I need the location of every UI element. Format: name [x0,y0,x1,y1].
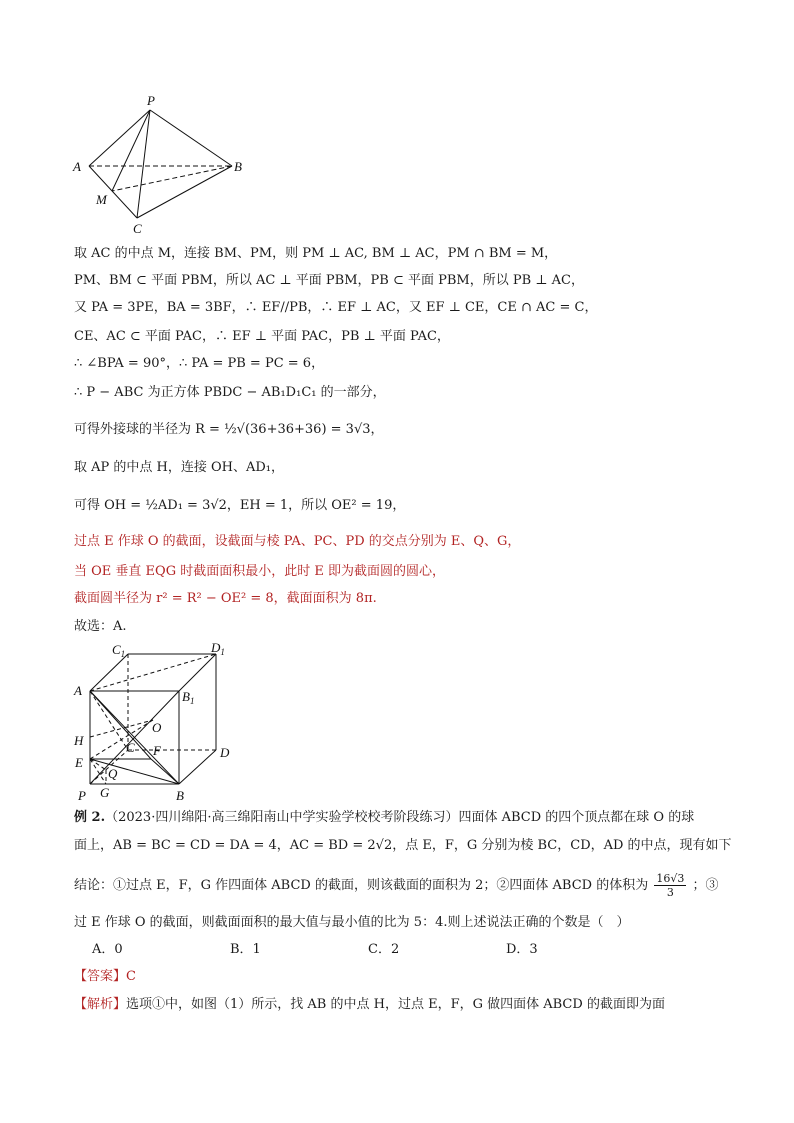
seg-E-Q-G [90,759,106,770]
label-B: B [176,788,184,803]
example-source: （2023·四川绵阳·高三绵阳南山中学实验学校校考阶段练习） [105,810,459,825]
label-C: C [133,221,142,236]
seg-A-C [90,691,128,750]
edge-A-C1 [90,654,128,691]
analysis-label: 【解析】 [74,997,127,1012]
solution-line-13: 故选：A. [74,619,127,634]
seg-A-F [90,691,151,759]
label-E: E [75,755,83,770]
label-A: A [73,159,81,174]
edge-BM [112,166,232,191]
fraction-numerator: 16√3 [656,872,685,885]
solution-line-10: 过点 E 作球 O 的截面，设截面与棱 PA、PC、PD 的交点分别为 E、Q、G， [74,534,521,549]
label-O: O [152,720,162,735]
example-2-line-4: 过 E 作球 O 的截面，则截面面积的最大值与最小值的比为 5：4.则上述说法正确的个数是（ ） [74,915,630,930]
edge-B-D [179,750,216,784]
solution-line-2: PM、BM ⊂ 平面 PBM，所以 AC ⊥ 平面 PBM，PB ⊂ 平面 PBM，所以 PB ⊥ AC， [74,273,584,288]
label-H: H [74,733,84,748]
label-G: G [100,785,110,800]
analysis-line [74,995,665,1015]
label-B: B [234,159,242,174]
example-2-line-2: 面上，AB = BC = CD = DA = 4，AC = BD = 2√2，点 E，F，G 分别为棱 BC，CD，AD 的中点，现有如下 [74,838,732,853]
solution-line-5: ∴ ∠BPA = 90°，∴ PA = PB = PC = 6， [74,356,325,371]
analysis-text: 选项①中，如图（1）所示，找 AB 的中点 H，过点 E，F，G 做四面体 ABCD 的截面即为面 [126,997,665,1012]
option-b: B．1 [230,942,261,957]
label-Q: Q [108,766,118,781]
example-options [92,940,538,960]
edge-BC [137,166,232,218]
label-P: P [78,788,86,803]
example-text-3b: ；③ [692,878,719,893]
example-label: 例 2. [74,810,106,825]
solution-line-8: 取 AP 的中点 H，连接 OH、AD₁， [74,460,285,475]
label-P: P [147,93,155,108]
volume-fraction [654,872,686,899]
solution-line-4: CE、AC ⊂ 平面 PAC，∴ EF ⊥ 平面 PAC，PB ⊥ 平面 PAC， [74,329,450,344]
solution-line-1: 取 AC 的中点 M，连接 BM、PM，则 PM ⊥ AC, BM ⊥ AC，PM ∩ BM = M， [74,246,558,261]
label-M: M [96,192,107,207]
option-d: D．3 [506,942,538,957]
solution-line-9: 可得 OH = ½AD₁ = 3√2，EH = 1，所以 OE² = 19， [74,498,406,513]
edge-PC [137,110,150,218]
answer-value: C [126,969,136,984]
label-A: A [74,683,82,698]
label-D: D [220,745,230,760]
edge-PA [89,110,150,166]
answer-label: 【答案】 [74,969,127,984]
option-c: C．2 [368,942,400,957]
edge-PM [112,110,150,191]
solution-line-11: 当 OE 垂直 EQG 时截面面积最小，此时 E 即为截面圆的圆心， [74,564,445,579]
label-C: C [126,740,135,755]
answer-line [74,967,136,987]
cube-figure [66,640,246,805]
example-2-line-1 [74,808,694,828]
label-D1: $D_1$ [211,640,225,657]
label-F: F [153,743,161,758]
edge-PB [150,110,232,166]
solution-line-12: 截面圆半径为 r² = R² − OE² = 8，截面面积为 8π. [74,591,377,606]
solution-line-7: 可得外接球的半径为 R = ½√(36+36+36) = 3√3， [74,422,384,437]
example-text-1: 四面体 ABCD 的四个顶点都在球 O 的球 [458,810,695,825]
option-a: A．0 [92,942,123,957]
solution-line-3: 又 PA = 3PE，BA = 3BF，∴ EF//PB，∴ EF ⊥ AC，又 EF ⊥ CE，CE ∩ AC = C， [74,300,598,315]
example-2-line-3 [74,872,719,899]
solution-line-6: ∴ P − ABC 为正方体 PBDC − AB₁D₁C₁ 的一部分， [74,385,386,400]
tetrahedron-figure [70,90,260,240]
label-B1: $B_1$ [182,689,195,706]
label-C1: $C_1$ [112,642,126,659]
example-text-3a: 结论：①过点 E，F，G 作四面体 ABCD 的截面，则该截面的面积为 2；②四面体 ABCD 的体积为 [74,878,649,893]
fraction-denominator: 3 [666,886,674,899]
